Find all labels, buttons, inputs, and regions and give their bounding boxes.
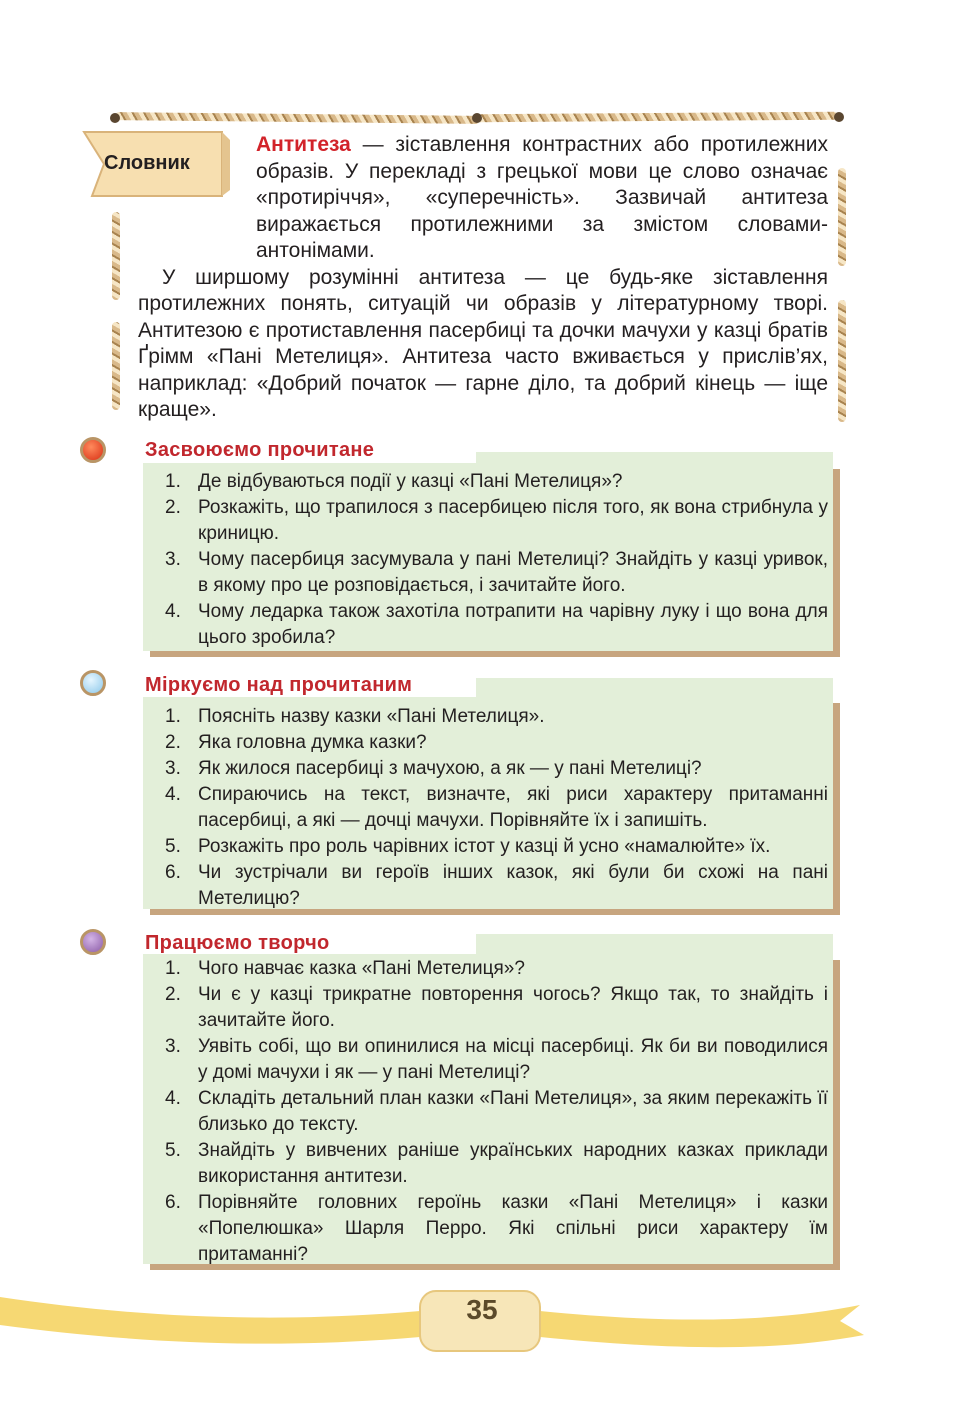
question-item: 3. Уявіть собі, що ви опинилися на місці пасербиці. Як би ви поводилися у домі мачухи і як — у пані Метелиці? bbox=[165, 1036, 828, 1083]
section-title-understand: Засвоюємо прочитане bbox=[145, 439, 375, 461]
definition-paragraph-1: — зіставлення контрастних або протилежних образів. У перекладі з грецької мови це слово означає «протиріччя», «суперечність». Зазвичай антитеза виражається протилежними за змістом словами-антонімами. bbox=[256, 133, 828, 262]
dictionary-definition bbox=[138, 132, 828, 424]
definition-paragraph-2: У ширшому розумінні антитеза — це будь-яке зіставлення протилежних понять, ситуацій чи образів у літературному творі. Антитезою є протиставлення пасербиці та дочки мачухи у казці братів Ґрімм «Пані Метелиця». Антитеза часто вживається у прислів’ях, наприклад: «Добрий початок — гарне діло, та добрий кінець — іще краще». bbox=[138, 265, 828, 421]
section-bullet-purple bbox=[80, 929, 106, 955]
section-bullet-red bbox=[80, 437, 106, 463]
question-item: 4. Складіть детальний план казки «Пані Метелиця», за яким перекажіть її близько до тексту. bbox=[165, 1088, 828, 1135]
top-rope-left bbox=[115, 112, 480, 124]
question-item: 3. Чому пасербиця засумувала у пані Метелиці? Знайдіть у казці уривок, в якому про це розповідається, і зачитайте його. bbox=[165, 549, 828, 596]
dictionary-label: Словник bbox=[104, 152, 190, 174]
term-antithesis: Антитеза bbox=[256, 133, 351, 156]
section-title-creative: Працюємо творчо bbox=[145, 932, 330, 954]
section-1-questions bbox=[160, 469, 828, 651]
question-item: 2. Яка головна думка казки? bbox=[165, 732, 427, 753]
question-item: 6. Чи зустрічали ви героїв інших казок, які були би схожі на пані Метелицю? bbox=[165, 862, 828, 909]
left-rope-upper bbox=[112, 212, 120, 300]
section-3-tab bbox=[476, 934, 833, 955]
rope-knot bbox=[834, 112, 844, 122]
bottom-ribbon bbox=[0, 1275, 963, 1385]
right-rope-lower bbox=[838, 300, 846, 422]
section-bullet-blue bbox=[80, 670, 106, 696]
question-item: 2. Чи є у казці трикратне повторення чогось? Якщо так, то знайдіть і зачитайте його. bbox=[165, 984, 828, 1031]
question-item: 2. Розкажіть, що трапилося з пасербицею після того, як вона стрибнула у криницю. bbox=[165, 497, 828, 544]
right-rope-upper bbox=[838, 168, 846, 266]
left-rope-lower bbox=[112, 322, 120, 410]
top-rope-right bbox=[476, 112, 838, 123]
section-3-questions bbox=[160, 956, 828, 1268]
question-item: 1. Чого навчає казка «Пані Метелиця»? bbox=[165, 958, 525, 979]
question-item: 4. Спираючись на текст, визначте, які риси характеру притаманні пасербиці, а які — дочці мачухи. Порівняйте їх і запишіть. bbox=[165, 784, 828, 831]
section-2-tab bbox=[476, 678, 833, 698]
question-item: 4. Чому ледарка також захотіла потрапити на чарівну луку і що вона для цього зробила? bbox=[165, 601, 828, 648]
question-item: 3. Як жилося пасербиці з мачухою, а як — у пані Метелиці? bbox=[165, 758, 702, 779]
question-item: 1. Поясніть назву казки «Пані Метелиця». bbox=[165, 706, 545, 727]
section-2-questions bbox=[160, 704, 828, 912]
question-item: 5. Розкажіть про роль чарівних істот у казці й усно «намалюйте» їх. bbox=[165, 836, 771, 857]
question-item: 6. Порівняйте головних героїнь казки «Пані Метелиця» і казки «Попелюшка» Шарля Перро. Які спільні риси характеру їм притаманні? bbox=[165, 1192, 828, 1265]
rope-knot bbox=[110, 113, 120, 123]
section-1-tab bbox=[476, 452, 833, 464]
section-title-reflect: Міркуємо над прочитаним bbox=[145, 674, 413, 696]
question-item: 1. Де відбуваються події у казці «Пані Метелиця»? bbox=[165, 471, 623, 492]
page-number: 35 bbox=[466, 1294, 498, 1325]
rope-knot bbox=[472, 113, 482, 123]
question-item: 5. Знайдіть у вивчених раніше українських народних казках приклади використання антитези. bbox=[165, 1140, 828, 1187]
